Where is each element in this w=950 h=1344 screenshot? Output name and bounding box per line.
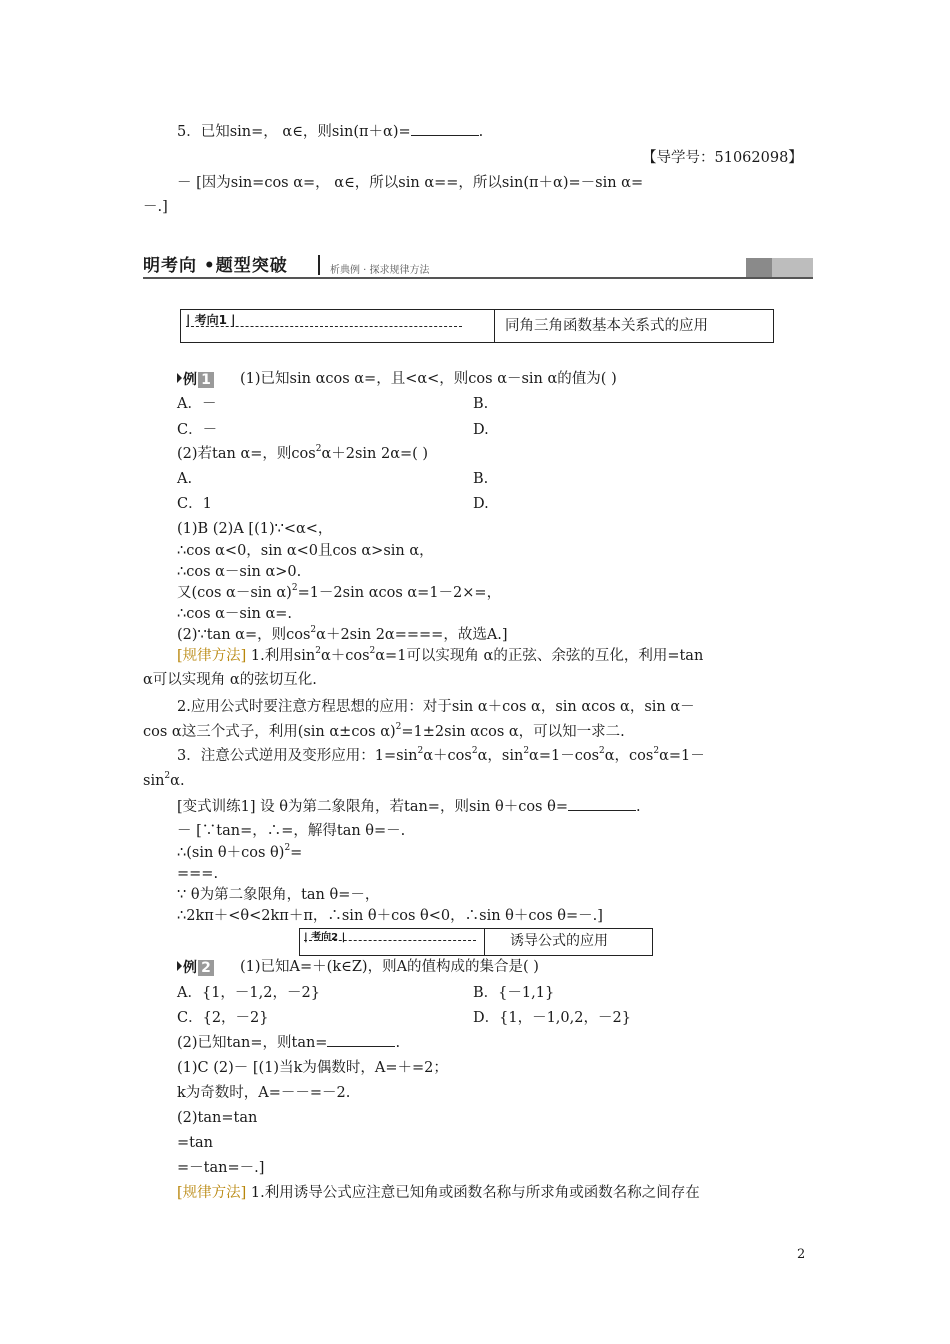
ex2-solution-2: k为奇数时，A=－－=－2. xyxy=(177,1085,351,1101)
variant1-solution-2: ∴(sin θ＋cos θ)$^2$= xyxy=(177,843,303,861)
answer-blank xyxy=(568,798,636,811)
ex1-q2-option-c: C．1 xyxy=(177,496,212,512)
rule2-line1: [规律方法] 1.利用诱导公式应注意已知角或函数名称与所求角或函数名称之间存在 xyxy=(177,1185,700,1201)
topic-dash-1 xyxy=(186,326,462,327)
guide-number: 【导学号：51062098】 xyxy=(642,150,803,166)
variant1-solution-3: ===. xyxy=(177,866,219,882)
rule1-line4: cos α这三个式子，利用(sin α±cos α)$^2$=1±2sin αcos α，可以知一求二. xyxy=(143,722,625,740)
topic-divider-2 xyxy=(484,928,485,956)
triangle-icon xyxy=(177,961,182,971)
ex1-q2-option-a: A. xyxy=(177,471,193,487)
ex1-solution-3: ∴cos α－sin α>0. xyxy=(177,564,302,580)
example-tag-1: 例 1 xyxy=(177,369,214,389)
ex2-solution-5: =－tan=－.] xyxy=(177,1160,265,1176)
ex2-solution-1: (1)C (2)－ [(1)当k为偶数时，A=＋=2； xyxy=(177,1060,448,1076)
ex1-option-a: A．－ xyxy=(177,396,217,412)
ex1-option-d: D. xyxy=(473,422,489,438)
ex2-q2: (2)已知tan=，则tan= . xyxy=(177,1035,401,1051)
rule1-line1: [规律方法] 1.利用$\sin^2\alpha+\cos^2\alpha=1$可以实现角 α的正弦、余弦的互化，利用=tan xyxy=(177,646,704,664)
rule-tag: [规律方法] xyxy=(177,1185,247,1201)
ex2-q1: (1)已知A=＋(k∈Z)，则A的值构成的集合是( ) xyxy=(240,959,539,975)
topic-title-1: 同角三角函数基本关系式的应用 xyxy=(505,318,708,334)
ex2-option-d: D．{1，－1,0,2，－2} xyxy=(473,1010,631,1026)
section-decor-light xyxy=(772,258,813,278)
section-divider xyxy=(318,255,320,275)
ex1-option-b: B. xyxy=(473,396,489,412)
ex1-q2-option-b: B. xyxy=(473,471,489,487)
answer-blank xyxy=(327,1034,395,1047)
q5-answer-line2: －.] xyxy=(143,199,168,215)
ex1-solution-2: ∴cos α<0，sin α<0且cos α>sin α， xyxy=(177,543,434,559)
topic-title-2: 诱导公式的应用 xyxy=(510,933,608,949)
ex2-option-b: B．{－1,1} xyxy=(473,985,555,1001)
q5-line1: 5．已知sin=， α∈，则sin(π＋α)= . xyxy=(177,124,484,140)
ex1-solution-6: (2)∵tan α=，则$\cos^2\alpha+2\sin$ 2α====，故选A.] xyxy=(177,625,508,643)
ex2-solution-4: =tan xyxy=(177,1135,213,1151)
answer-blank xyxy=(411,123,479,136)
section-title: 明考向 •题型突破 xyxy=(143,256,288,276)
triangle-icon xyxy=(177,373,182,383)
ex1-q2: (2)若tan α=，则$\cos^2\alpha+2\sin$ 2α=( ) xyxy=(177,444,429,462)
variant1-solution-5: ∴2kπ＋<θ<2kπ＋π，∴sin θ＋cos θ<0，∴sin θ＋cos θ=－.] xyxy=(177,908,603,924)
topic-label-1: | 考向1 | xyxy=(186,313,236,327)
rule1-line2: α可以实现角 α的弦切互化. xyxy=(143,672,317,688)
section-decor-dark xyxy=(746,258,772,278)
ex2-option-a: A．{1，－1,2，－2} xyxy=(177,985,320,1001)
example-tag-2: 例 2 xyxy=(177,957,214,977)
topic-dash-2 xyxy=(304,940,476,941)
topic-label-2: | 考向2 | xyxy=(304,932,346,943)
variant1-solution-4: ∵ θ为第二象限角，tan θ=－， xyxy=(177,887,380,903)
ex2-solution-3: (2)tan=tan xyxy=(177,1110,258,1126)
rule1-line6: $\sin^2\alpha$. xyxy=(143,771,185,789)
variant1-question: [变式训练1] 设 θ为第二象限角，若tan=，则sin θ＋cos θ= . xyxy=(177,799,641,815)
ex1-solution-4: 又(cos α－sin α)$^2$=1－2sin αcos α=1－2×=， xyxy=(177,583,502,601)
ex1-q2-option-d: D. xyxy=(473,496,489,512)
page-number: 2 xyxy=(797,1247,806,1262)
ex1-q1: (1)已知sin αcos α=，且<α<，则cos α－sin α的值为( ) xyxy=(240,371,617,387)
rule1-line3: 2.应用公式时要注意方程思想的应用：对于sin α＋cos α，sin αcos α，sin α－ xyxy=(177,699,695,715)
section-subtitle: 析典例 · 探求规律方法 xyxy=(330,265,430,276)
ex2-option-c: C．{2，－2} xyxy=(177,1010,269,1026)
rule1-line5: 3．注意公式逆用及变形应用：$1=\sin^2\alpha+\cos^2\alpha$，$\sin^2\alpha=1-\cos^2\alpha$，$\cos^2\alpha=1-$ xyxy=(177,746,705,764)
section-underline xyxy=(143,277,813,279)
rule-tag: [规律方法] xyxy=(177,648,247,664)
variant1-solution-1: － [∵tan=，∴=，解得tan θ=－. xyxy=(177,823,406,839)
q5-answer-line1: － [因为sin=cos α=， α∈，所以sin α==，所以sin(π＋α)=－sin α= xyxy=(177,175,644,191)
ex1-option-c: C．－ xyxy=(177,422,218,438)
topic-divider-1 xyxy=(494,309,495,343)
ex1-solution-1: (1)B (2)A [(1)∵<α<， xyxy=(177,521,333,537)
ex1-solution-5: ∴cos α－sin α=. xyxy=(177,606,292,622)
